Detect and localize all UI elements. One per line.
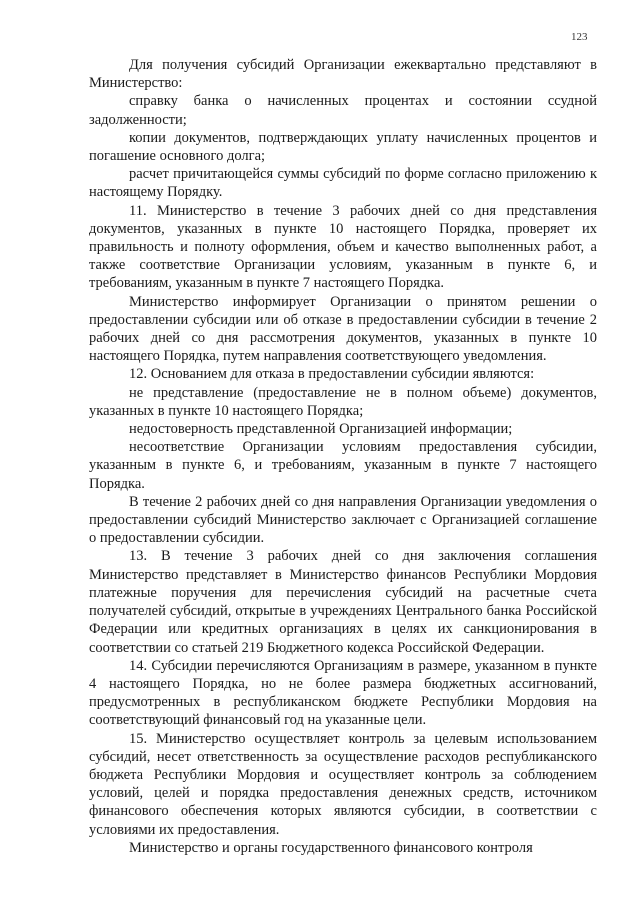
page-number: 123 xyxy=(571,31,588,43)
paragraph: 13. В течение 3 рабочих дней со дня заключения соглашения Министерство представляет в Министерство финансов Республики Мордовия платежные поручения для перечисления субсидий на расчетные счета получателей субсидий, открытые в учреждениях Центрального банка Российской Федерации или кредитных организациях в целях их санкционирования в соответствии со статьей 219 Бюджетного кодекса Российской Федерации. xyxy=(89,548,597,656)
paragraph: Министерство и органы государственного финансового контроля xyxy=(129,839,533,856)
paragraph: недостоверность представленной Организацией информации; xyxy=(129,421,513,438)
paragraph: Для получения субсидий Организации ежеквартально представляют в Министерство: xyxy=(89,57,597,92)
paragraph: не представление (предоставление не в полном объеме) документов, указанных в пункте 10 настоящего Порядка; xyxy=(89,384,597,419)
paragraph: В течение 2 рабочих дней со дня направления Организации уведомления о предоставлении субсидий Министерство заключает с Организацией соглашение о предоставлении субсидии. xyxy=(89,493,597,547)
paragraph: 14. Субсидии перечисляются Организациям в размере, указанном в пункте 4 настоящего Порядка, но не более размера бюджетных ассигнований, предусмотренных в республиканском бюджете Республики Мордовия на соответствующий финансовый год на указанные цели. xyxy=(89,657,597,729)
paragraph: несоответствие Организации условиям предоставления субсидии, указанным в пункте 6, и требованиям, указанным в пункте 7 настоящего Порядка. xyxy=(89,439,597,492)
paragraph: 15. Министерство осуществляет контроль за целевым использованием субсидий, несет ответственность за осуществление расходов республиканского бюджета Республики Мордовия и осуществляет контроль за соблюдением условий, целей и порядка предоставления денежных средств, источником финансового обеспечения которых являются субсидии, в соответствии с условиями их предоставления. xyxy=(89,730,597,838)
paragraph: справку банка о начисленных процентах и состоянии ссудной задолженности; xyxy=(89,93,597,128)
paragraph: 12. Основанием для отказа в предоставлении субсидии являются: xyxy=(129,366,535,383)
paragraph: копии документов, подтверждающих уплату начисленных процентов и погашение основного долга; xyxy=(89,129,597,165)
document-body xyxy=(89,56,597,857)
paragraph: Министерство информирует Организации о принятом решении о предоставлении субсидии или об отказе в предоставлении субсидии в течение 2 рабочих дней со дня рассмотрения документов, указанных в пункте 10 настоящего Порядка, путем направления соответствующего уведомления. xyxy=(89,293,597,365)
paragraph: 11. Министерство в течение 3 рабочих дней со дня представления документов, указанных в пункте 10 настоящего Порядка, проверяет их правильность и полноту оформления, объем и качество выполненных работ, а также соответствие Организации условиям, указанным в пункте 6, и требованиям, указанным в пункте 7 настоящего Порядка. xyxy=(89,202,597,292)
paragraph: расчет причитающейся суммы субсидий по форме согласно приложению к настоящему Порядку. xyxy=(89,166,597,201)
